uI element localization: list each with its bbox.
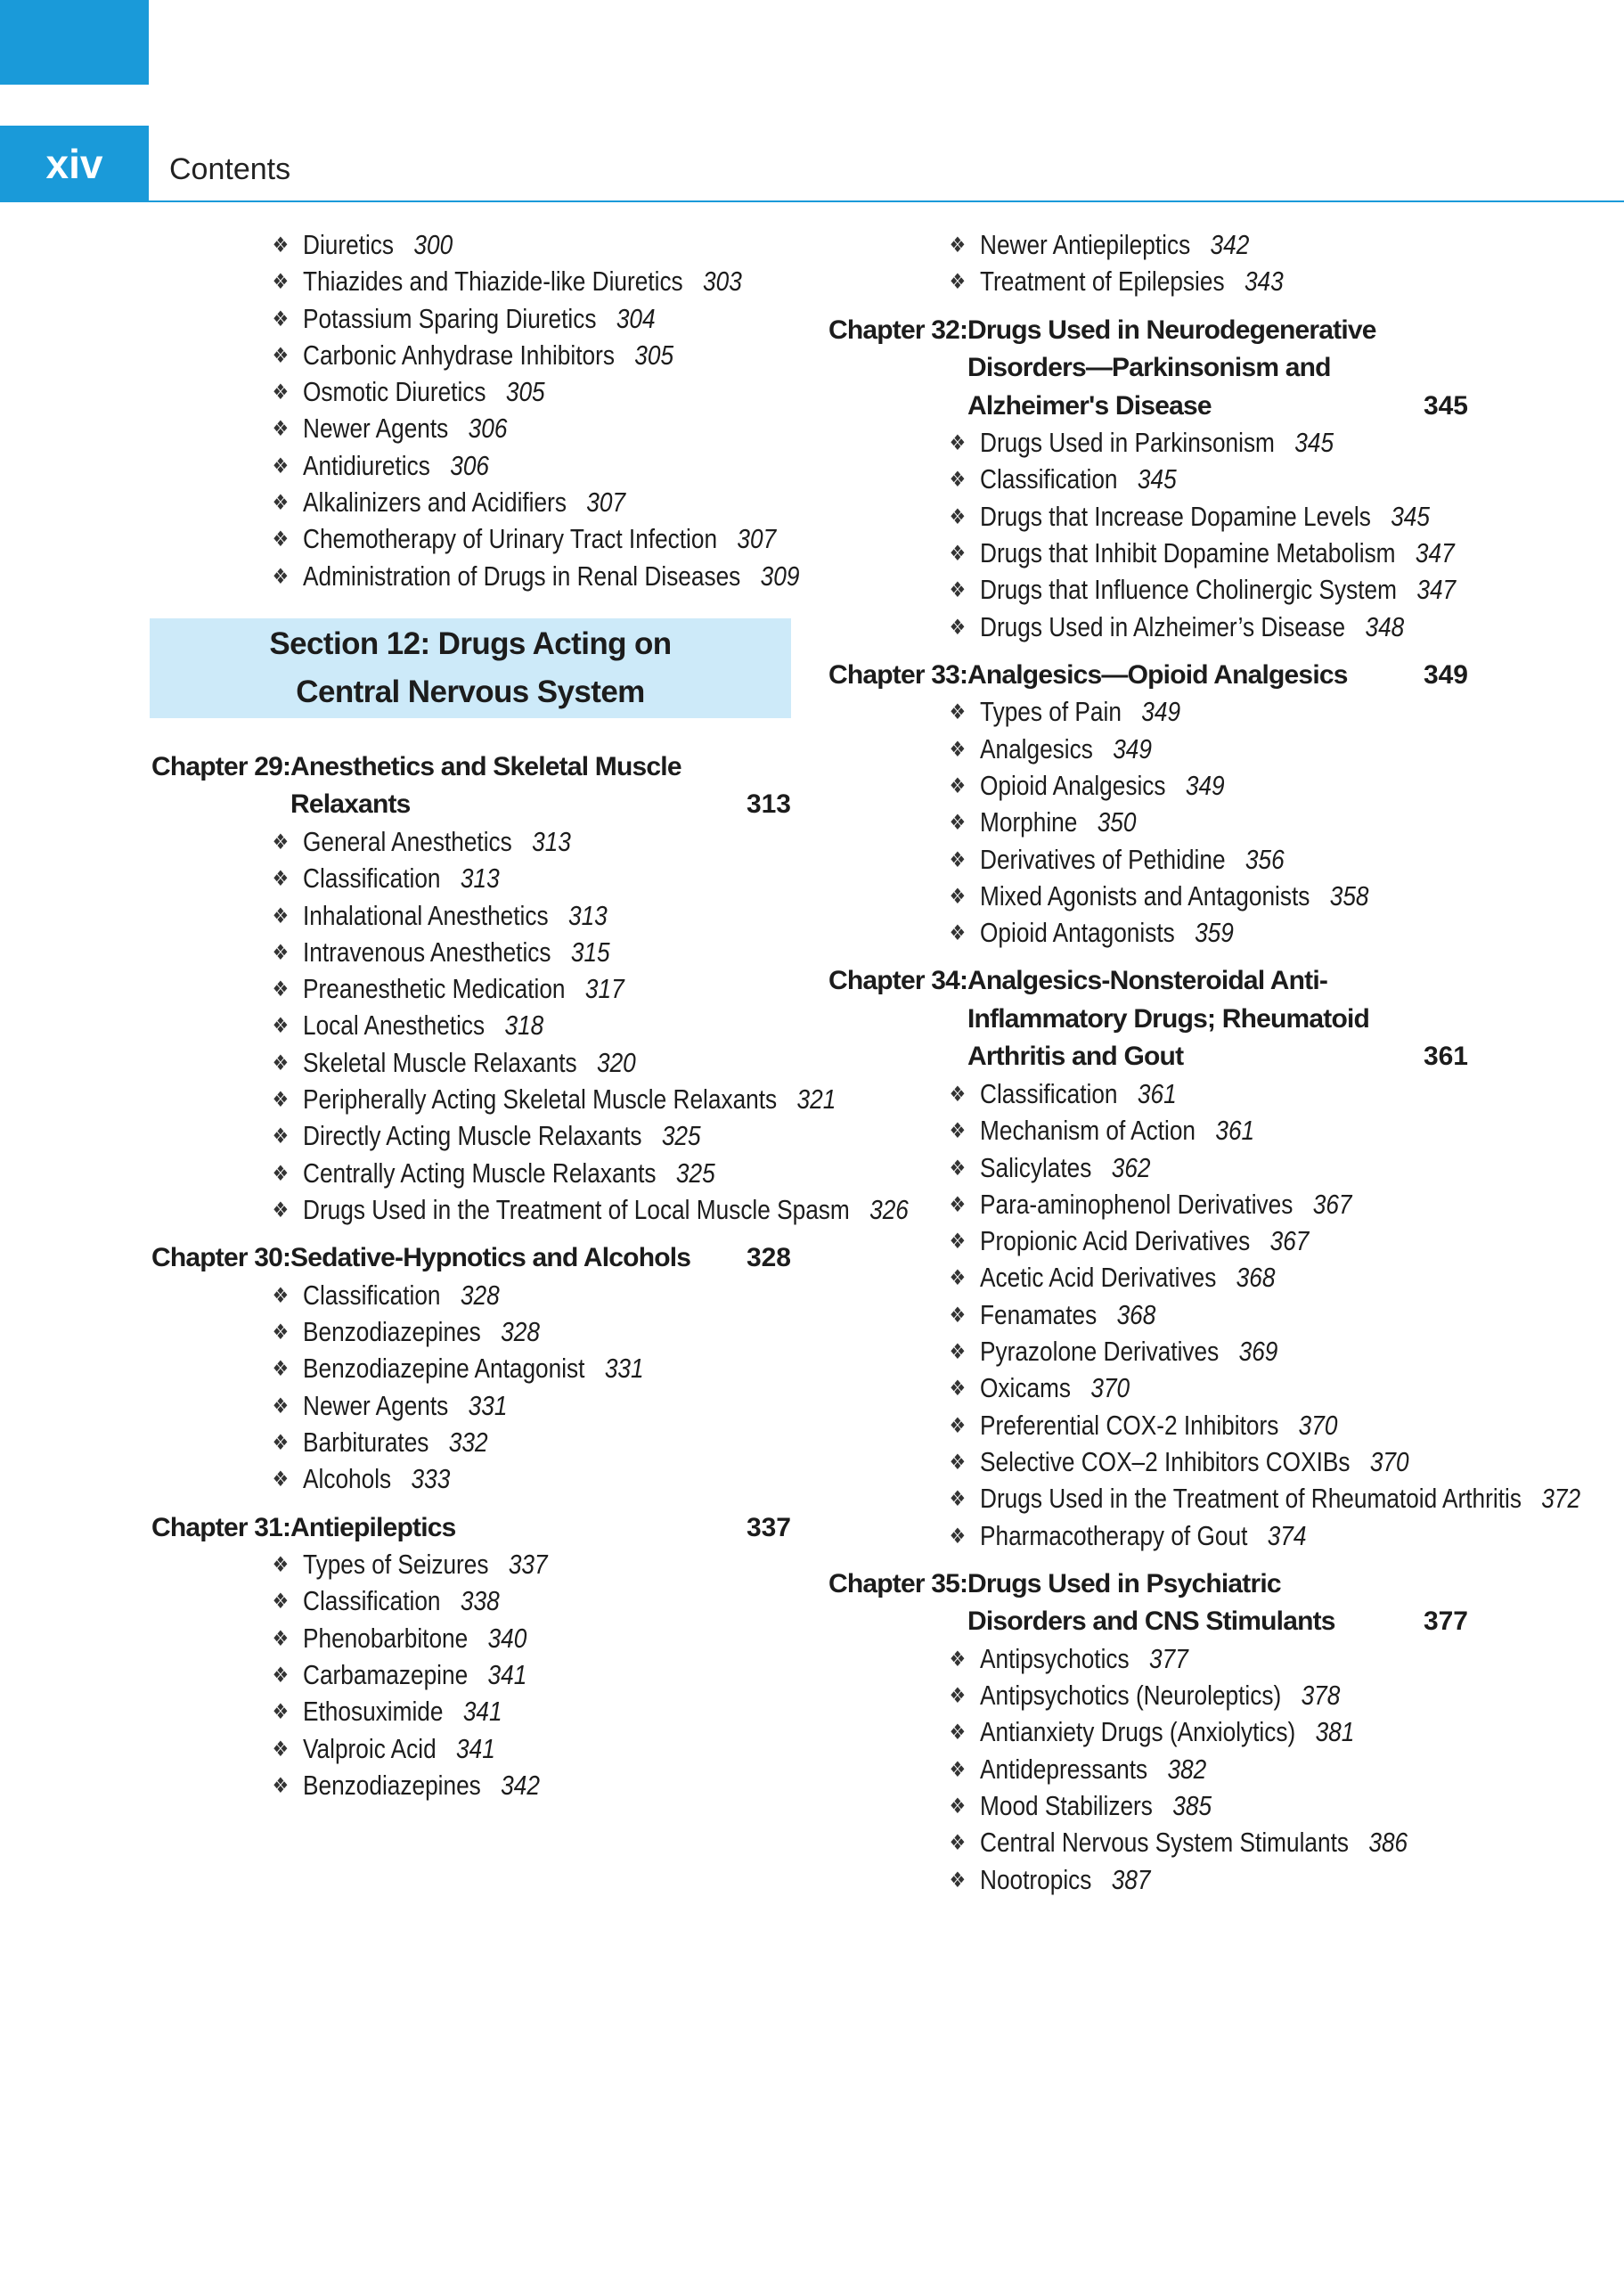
item-label: Benzodiazepine Antagonist: [303, 1353, 585, 1385]
chapter-block: [827, 1566, 1468, 1899]
list-item: [827, 1370, 1624, 1407]
bullet-icon: ❖: [272, 830, 290, 854]
bullet-icon: ❖: [949, 1757, 967, 1782]
bullet-icon: ❖: [272, 454, 290, 478]
item-page-number: 320: [596, 1047, 636, 1078]
item-label: Carbonic Anhydrase Inhibitors: [303, 339, 615, 371]
chapter-page-number: 349: [1423, 659, 1468, 690]
item-label: Antipsychotics (Neuroleptics): [980, 1680, 1282, 1712]
list-item: [827, 572, 1624, 609]
item-page-number: 328: [460, 1279, 500, 1311]
item-label: Diuretics: [303, 230, 395, 260]
item-label: Oxicams: [980, 1373, 1072, 1404]
bullet-list: [150, 227, 800, 595]
bullet-icon: ❖: [949, 468, 967, 493]
bullet-icon: ❖: [272, 977, 290, 1002]
item-label: Morphine: [980, 807, 1078, 838]
item-label: Newer Antiepileptics: [980, 230, 1191, 260]
list-item: [827, 1444, 1624, 1481]
bullet-icon: ❖: [949, 1831, 967, 1856]
chapter-page-number: 377: [1423, 1607, 1468, 1637]
bullet-icon: ❖: [949, 615, 967, 640]
item-label: Benzodiazepines: [303, 1770, 481, 1801]
bullet-icon: ❖: [272, 1626, 290, 1651]
list-item: [827, 499, 1624, 536]
item-label: Nootropics: [980, 1864, 1092, 1895]
bullet-icon: ❖: [949, 700, 967, 725]
item-page-number: 318: [504, 1010, 544, 1042]
top-color-block: [0, 0, 149, 85]
item-page-number: 340: [487, 1623, 527, 1654]
list-item: [827, 227, 1624, 264]
item-page-number: 385: [1172, 1791, 1212, 1821]
chapter-label: Chapter 29:: [151, 751, 291, 781]
item-page-number: 382: [1167, 1754, 1207, 1785]
bullet-icon: ❖: [272, 867, 290, 892]
list-item: [827, 1187, 1624, 1223]
list-item: [827, 1825, 1624, 1861]
list-item: [827, 609, 1624, 646]
bullet-icon: ❖: [272, 1430, 290, 1455]
chapter-block: [150, 1239, 791, 1498]
item-label: Central Nervous System Stimulants: [980, 1827, 1349, 1859]
item-page-number: 387: [1111, 1864, 1151, 1895]
item-page-number: 342: [501, 1770, 540, 1801]
list-item: [827, 1223, 1624, 1260]
bullet-icon: ❖: [949, 737, 967, 762]
item-page-number: 349: [1185, 770, 1225, 801]
item-label: Antidiuretics: [303, 450, 430, 481]
list-item: [827, 842, 1624, 879]
item-page-number: 367: [1312, 1189, 1352, 1220]
bullet-icon: ❖: [272, 1553, 290, 1578]
list-item: [827, 1334, 1624, 1370]
bullet-icon: ❖: [272, 343, 290, 368]
item-label: Mechanism of Action: [980, 1116, 1196, 1147]
list-item: [827, 1714, 1624, 1751]
item-page-number: 337: [508, 1549, 548, 1581]
bullet-icon: ❖: [949, 1192, 967, 1217]
bullet-icon: ❖: [949, 811, 967, 836]
item-page-number: 325: [661, 1121, 701, 1152]
bullet-icon: ❖: [272, 1124, 290, 1149]
item-page-number: 300: [413, 230, 453, 260]
item-page-number: 370: [1369, 1446, 1409, 1477]
bullet-icon: ❖: [272, 1051, 290, 1075]
list-item: [827, 694, 1624, 731]
bullet-icon: ❖: [949, 541, 967, 566]
item-page-number: 342: [1210, 230, 1250, 260]
item-page-number: 331: [604, 1353, 644, 1385]
item-label: Thiazides and Thiazide-like Diuretics: [303, 266, 683, 298]
item-label: Classification: [303, 1279, 441, 1311]
bullet-icon: ❖: [949, 1721, 967, 1745]
item-page-number: 307: [586, 487, 626, 519]
item-page-number: 368: [1116, 1299, 1156, 1330]
item-page-number: 367: [1269, 1226, 1310, 1257]
item-label: Salicylates: [980, 1152, 1092, 1183]
list-item: [827, 1788, 1624, 1825]
item-page-number: 347: [1416, 575, 1457, 606]
item-label: Derivatives of Pethidine: [980, 844, 1226, 875]
chapter-label: Chapter 34:: [828, 966, 968, 996]
bullet-icon: ❖: [272, 1088, 290, 1113]
chapter-heading: [150, 748, 791, 824]
item-label: Mixed Agonists and Antagonists: [980, 880, 1310, 912]
list-item: [827, 1678, 1624, 1714]
item-label: Newer Agents: [303, 1390, 449, 1421]
item-label: Drugs Used in Parkinsonism: [980, 428, 1275, 459]
item-page-number: 309: [760, 560, 800, 592]
item-label: Mood Stabilizers: [980, 1791, 1153, 1821]
list-item: [827, 1260, 1624, 1296]
item-page-number: 370: [1090, 1373, 1130, 1404]
bullet-icon: ❖: [949, 773, 967, 798]
bullet-icon: ❖: [949, 1413, 967, 1438]
chapter-label: Chapter 35:: [828, 1568, 968, 1598]
item-page-number: 303: [703, 266, 742, 298]
chapter-label: Chapter 33:: [828, 659, 968, 690]
item-page-number: 305: [505, 377, 545, 408]
chapter-block: [827, 657, 1468, 952]
bullet-icon: ❖: [949, 233, 967, 258]
list-item: [827, 915, 1624, 952]
item-page-number: 304: [616, 303, 656, 334]
item-label: Treatment of Epilepsies: [980, 266, 1225, 298]
item-page-number: 349: [1141, 697, 1181, 728]
bullet-icon: ❖: [272, 1198, 290, 1222]
item-label: Types of Pain: [980, 697, 1122, 728]
list-item: [827, 879, 1624, 915]
bullet-list: [150, 1278, 791, 1499]
bullet-icon: ❖: [949, 921, 967, 946]
bullet-list: [827, 425, 1468, 646]
bullet-icon: ❖: [949, 504, 967, 529]
chapter-heading: [827, 657, 1468, 695]
item-page-number: 332: [448, 1427, 488, 1458]
list-item: [827, 1076, 1624, 1113]
item-page-number: 338: [460, 1586, 500, 1617]
list-item: [827, 1113, 1624, 1149]
chapter-heading: [150, 1509, 791, 1548]
item-page-number: 305: [634, 339, 674, 371]
item-label: Peripherally Acting Skeletal Muscle Relaxants: [303, 1084, 778, 1116]
item-label: Phenobarbitone: [303, 1623, 469, 1654]
bullet-icon: ❖: [949, 1684, 967, 1709]
bullet-icon: ❖: [949, 1266, 967, 1291]
item-label: Types of Seizures: [303, 1549, 489, 1581]
bullet-list: [827, 1076, 1581, 1555]
list-item: [827, 768, 1624, 805]
item-label: Skeletal Muscle Relaxants: [303, 1047, 577, 1078]
bullet-icon: ❖: [949, 1450, 967, 1475]
bullet-icon: ❖: [949, 431, 967, 456]
bullet-icon: ❖: [272, 380, 290, 405]
item-label: Opioid Antagonists: [980, 918, 1175, 949]
item-label: Acetic Acid Derivatives: [980, 1263, 1217, 1294]
list-item: [827, 1641, 1624, 1678]
item-label: Classification: [303, 1586, 441, 1617]
bullet-icon: ❖: [272, 527, 290, 552]
item-page-number: 368: [1236, 1263, 1276, 1294]
bullet-icon: ❖: [949, 578, 967, 603]
bullet-icon: ❖: [272, 1590, 290, 1615]
chapter-page-number: 345: [1423, 390, 1468, 421]
list-item: [827, 732, 1624, 768]
bullet-icon: ❖: [272, 1663, 290, 1688]
bullet-icon: ❖: [272, 270, 290, 295]
chapter-title: Anesthetics and Skeletal Muscle Relaxants: [290, 751, 681, 820]
item-label: Antidepressants: [980, 1754, 1148, 1785]
item-label: Para-aminophenol Derivatives: [980, 1189, 1293, 1220]
bullet-icon: ❖: [949, 1377, 967, 1402]
section-banner: [150, 618, 791, 718]
bullet-icon: ❖: [272, 233, 290, 258]
bullet-icon: ❖: [272, 1737, 290, 1762]
bullet-icon: ❖: [949, 1082, 967, 1107]
bullet-icon: ❖: [949, 1230, 967, 1255]
item-label: Alcohols: [303, 1464, 392, 1495]
bullet-icon: ❖: [272, 417, 290, 442]
chapter-block: [827, 962, 1581, 1554]
bullet-list: [827, 694, 1468, 952]
chapter-page-number: 361: [1423, 1042, 1468, 1072]
item-page-number: 369: [1238, 1337, 1278, 1368]
chapter-title: Drugs Used in Psychiatric Disorders and CNS Stimulants: [967, 1568, 1335, 1637]
chapter-heading: [827, 1566, 1468, 1641]
item-label: Inhalational Anesthetics: [303, 900, 549, 931]
chapter-title: Drugs Used in Neurodegenerative Disorders—Parkinsonism and Alzheimer's Disease: [967, 315, 1376, 421]
item-label: Drugs that Increase Dopamine Levels: [980, 501, 1371, 532]
list-item: [827, 1518, 1624, 1555]
item-label: Classification: [980, 1078, 1118, 1109]
item-label: General Anesthetics: [303, 826, 512, 857]
bullet-icon: ❖: [272, 1773, 290, 1798]
item-label: Preanesthetic Medication: [303, 974, 566, 1005]
list-item: [827, 1862, 1624, 1899]
item-label: Selective COX–2 Inhibitors COXIBs: [980, 1446, 1351, 1477]
item-page-number: 386: [1368, 1827, 1408, 1859]
item-page-number: 345: [1294, 428, 1334, 459]
item-page-number: 306: [450, 450, 490, 481]
chapter-page-number: 337: [746, 1512, 791, 1542]
bullet-icon: ❖: [272, 564, 290, 589]
item-page-number: 313: [567, 900, 608, 931]
bullet-icon: ❖: [949, 1119, 967, 1144]
item-label: Pharmacotherapy of Gout: [980, 1520, 1248, 1551]
bullet-icon: ❖: [949, 1487, 967, 1512]
item-label: Classification: [980, 464, 1118, 495]
bullet-icon: ❖: [272, 307, 290, 331]
item-page-number: 356: [1245, 844, 1285, 875]
list-item: [827, 1150, 1624, 1187]
item-page-number: 306: [468, 413, 508, 445]
item-label: Fenamates: [980, 1299, 1098, 1330]
bullet-icon: ❖: [272, 491, 290, 516]
list-item: [827, 462, 1624, 498]
chapter-page-number: 328: [746, 1243, 791, 1273]
item-label: Antipsychotics: [980, 1643, 1130, 1674]
item-label: Drugs Used in the Treatment of Local Muscle Spasm: [303, 1194, 850, 1225]
bullet-icon: ❖: [272, 1320, 290, 1345]
list-item: [827, 1408, 1624, 1444]
list-item: [827, 425, 1624, 462]
item-page-number: 347: [1415, 537, 1455, 568]
chapter-title: Antiepileptics: [290, 1512, 456, 1542]
item-label: Intravenous Anesthetics: [303, 936, 551, 968]
item-label: Carbamazepine: [303, 1659, 469, 1690]
item-label: Local Anesthetics: [303, 1010, 486, 1042]
chapter-heading: [827, 962, 1468, 1076]
item-label: Osmotic Diuretics: [303, 377, 486, 408]
bullet-icon: ❖: [949, 884, 967, 909]
bullet-list: [827, 227, 1468, 301]
chapter-page-number: 313: [746, 789, 791, 820]
item-page-number: 370: [1298, 1410, 1338, 1441]
item-page-number: 359: [1195, 918, 1234, 949]
item-label: Classification: [303, 863, 441, 895]
item-page-number: 321: [796, 1084, 836, 1116]
item-page-number: 378: [1301, 1680, 1341, 1712]
item-label: Centrally Acting Muscle Relaxants: [303, 1157, 657, 1189]
page-number: xiv: [0, 126, 149, 202]
item-label: Newer Agents: [303, 413, 449, 445]
chapter-heading: [827, 312, 1468, 426]
item-page-number: 315: [570, 936, 610, 968]
item-label: Benzodiazepines: [303, 1317, 481, 1348]
chapter-title: Sedative-Hypnotics and Alcohols: [290, 1243, 691, 1273]
bullet-icon: ❖: [949, 1156, 967, 1181]
item-page-number: 333: [411, 1464, 451, 1495]
running-title: Contents: [169, 152, 291, 186]
list-item: [827, 805, 1624, 841]
item-label: Barbiturates: [303, 1427, 429, 1458]
item-page-number: 345: [1137, 464, 1177, 495]
header-rule: [149, 200, 1624, 202]
item-page-number: 358: [1329, 880, 1369, 912]
item-page-number: 374: [1267, 1520, 1307, 1551]
item-page-number: 345: [1391, 501, 1430, 532]
item-label: Drugs Used in the Treatment of Rheumatoid Arthritis: [980, 1484, 1522, 1515]
item-page-number: 362: [1111, 1152, 1151, 1183]
bullet-icon: ❖: [272, 940, 290, 965]
item-page-number: 381: [1315, 1717, 1355, 1748]
chapter-block: [150, 1509, 791, 1805]
section-title-line-2: Central Nervous System: [296, 674, 645, 709]
list-item: [827, 1752, 1624, 1788]
chapter-heading: [150, 1239, 791, 1278]
item-page-number: 328: [501, 1317, 540, 1348]
bullet-icon: ❖: [949, 1647, 967, 1672]
list-item: [827, 1297, 1624, 1334]
bullet-icon: ❖: [272, 903, 290, 928]
item-label: Drugs that Influence Cholinergic System: [980, 575, 1398, 606]
item-page-number: 348: [1365, 611, 1405, 642]
chapter-block: [827, 312, 1468, 646]
item-page-number: 307: [737, 524, 777, 555]
bullet-icon: ❖: [272, 1700, 290, 1725]
item-label: Drugs that Inhibit Dopamine Metabolism: [980, 537, 1396, 568]
item-label: Administration of Drugs in Renal Diseases: [303, 560, 741, 592]
item-page-number: 313: [460, 863, 500, 895]
item-page-number: 372: [1541, 1484, 1581, 1515]
bullet-icon: ❖: [949, 1340, 967, 1365]
item-label: Pyrazolone Derivatives: [980, 1337, 1220, 1368]
item-page-number: 361: [1137, 1078, 1177, 1109]
list-item: [827, 264, 1624, 300]
bullet-list: [827, 1641, 1468, 1899]
item-label: Opioid Analgesics: [980, 770, 1166, 801]
item-label: Directly Acting Muscle Relaxants: [303, 1121, 642, 1152]
item-label: Drugs Used in Alzheimer’s Disease: [980, 611, 1346, 642]
item-label: Chemotherapy of Urinary Tract Infection: [303, 524, 718, 555]
list-item: [827, 1481, 1624, 1517]
chapter-label: Chapter 30:: [151, 1243, 291, 1273]
item-page-number: 361: [1215, 1116, 1255, 1147]
item-page-number: 341: [456, 1733, 495, 1764]
chapter-label: Chapter 32:: [828, 315, 968, 345]
bullet-icon: ❖: [949, 1303, 967, 1328]
item-page-number: 317: [584, 974, 624, 1005]
item-label: Potassium Sparing Diuretics: [303, 303, 597, 334]
item-page-number: 325: [675, 1157, 715, 1189]
item-page-number: 350: [1097, 807, 1137, 838]
item-page-number: 313: [532, 826, 571, 857]
bullet-icon: ❖: [949, 1524, 967, 1549]
section-title-line-1: Section 12: Drugs Acting on: [269, 625, 672, 661]
bullet-icon: ❖: [949, 1795, 967, 1819]
bullet-icon: ❖: [272, 1357, 290, 1382]
item-page-number: 349: [1113, 733, 1152, 764]
item-label: Propionic Acid Derivatives: [980, 1226, 1251, 1257]
item-page-number: 341: [487, 1659, 527, 1690]
bullet-icon: ❖: [272, 1394, 290, 1418]
item-label: Alkalinizers and Acidifiers: [303, 487, 567, 519]
bullet-icon: ❖: [272, 1014, 290, 1039]
right-column: [827, 227, 1581, 1899]
item-label: Preferential COX-2 Inhibitors: [980, 1410, 1279, 1441]
item-label: Analgesics: [980, 733, 1093, 764]
item-page-number: 377: [1149, 1643, 1188, 1674]
bullet-icon: ❖: [272, 1161, 290, 1186]
bullet-icon: ❖: [949, 847, 967, 872]
item-page-number: 331: [468, 1390, 508, 1421]
bullet-icon: ❖: [272, 1468, 290, 1492]
item-label: Ethosuximide: [303, 1696, 444, 1728]
item-page-number: 326: [869, 1194, 909, 1225]
item-label: Valproic Acid: [303, 1733, 437, 1764]
chapter-title: Analgesics—Opioid Analgesics: [967, 659, 1348, 690]
bullet-icon: ❖: [272, 1283, 290, 1308]
bullet-icon: ❖: [949, 270, 967, 295]
item-page-number: 341: [462, 1696, 502, 1728]
chapter-title: Analgesics-Nonsteroidal Anti-Inflammatory Drugs; Rheumatoid Arthritis and Gout: [967, 966, 1370, 1072]
chapter-label: Chapter 31:: [151, 1512, 291, 1542]
item-label: Antianxiety Drugs (Anxiolytics): [980, 1717, 1296, 1748]
item-page-number: 343: [1244, 266, 1284, 298]
bullet-list: [150, 1547, 791, 1804]
bullet-icon: ❖: [949, 1868, 967, 1893]
list-item: [827, 536, 1624, 572]
